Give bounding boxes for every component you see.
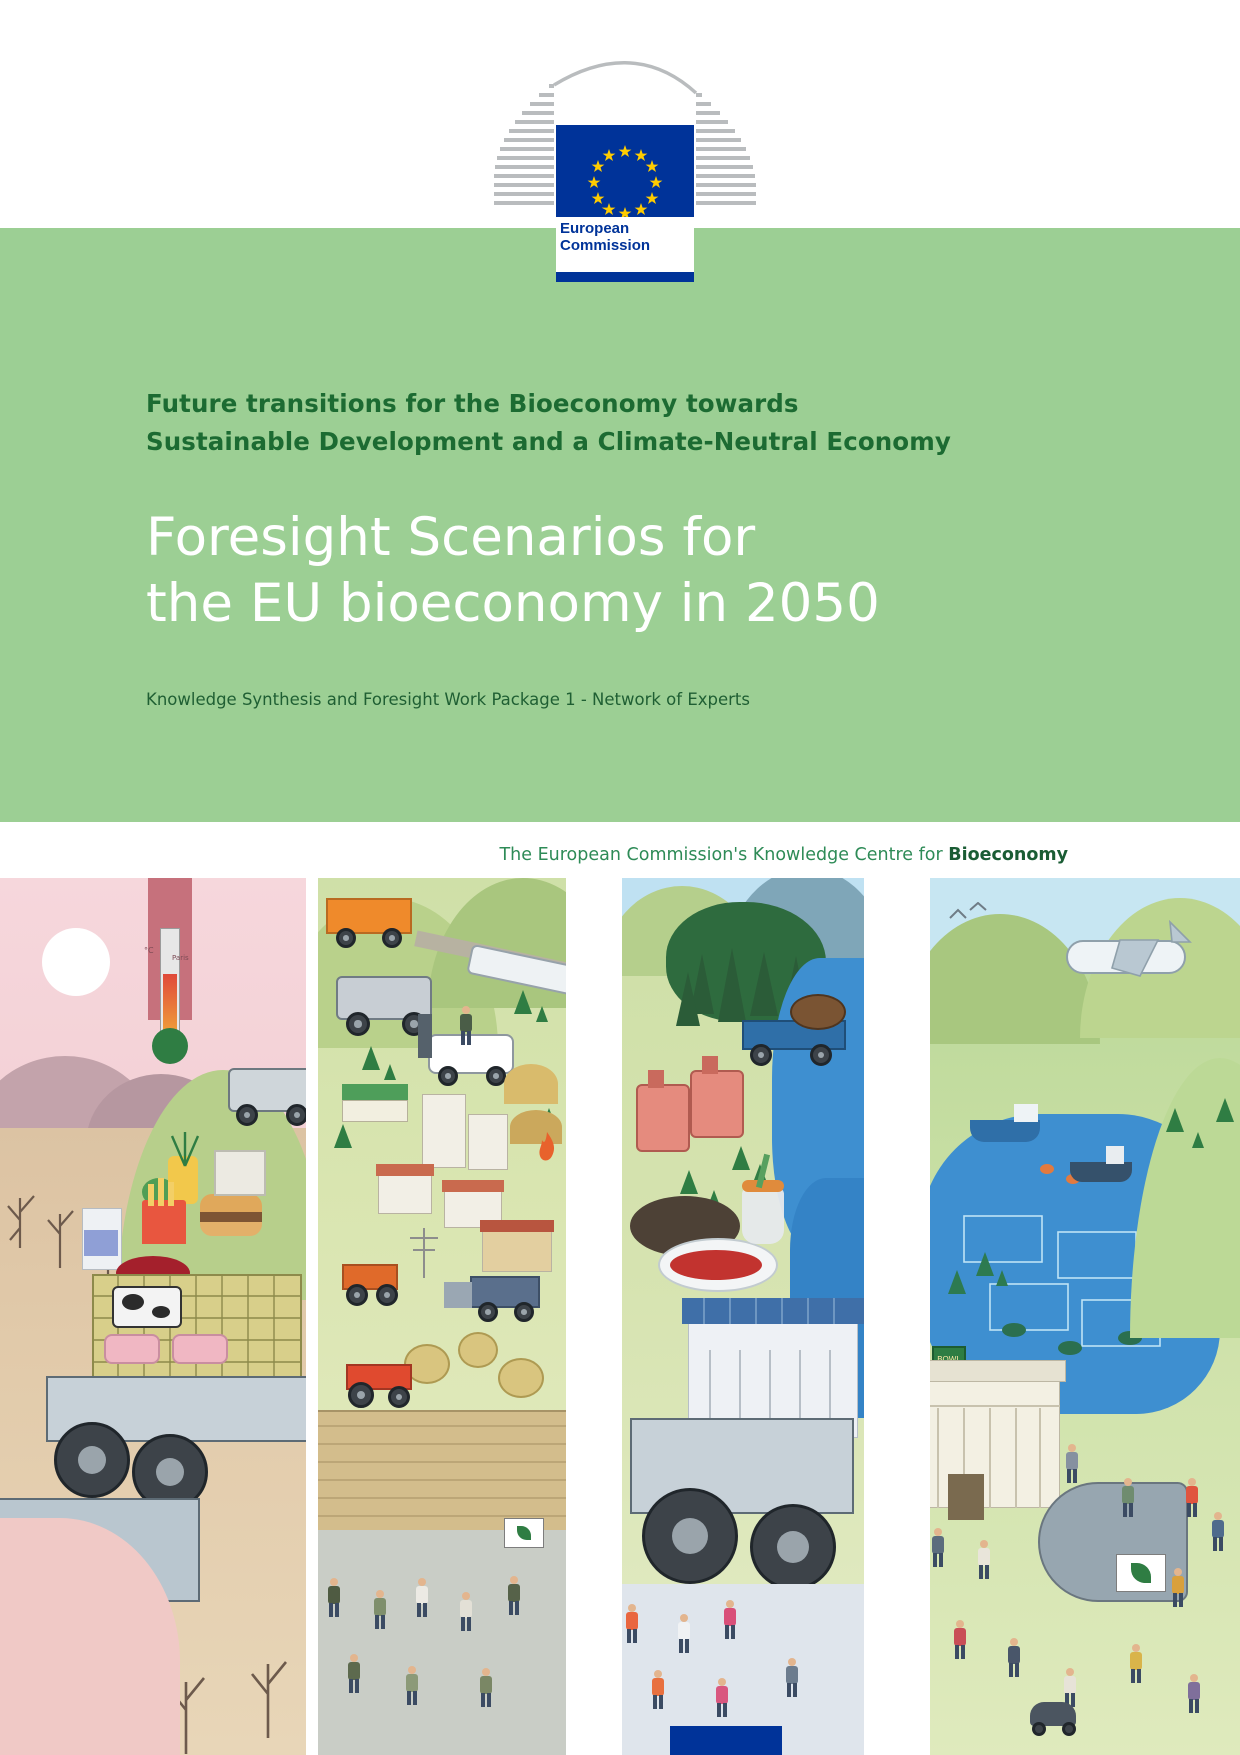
european-commission-logo [490, 55, 810, 275]
scenario-panel-blue-bioeconomy [930, 878, 1240, 1755]
thermometer-paris-label: Paris [172, 954, 189, 962]
biomass-pile [504, 1064, 558, 1104]
fishing-boat-icon [1070, 1162, 1132, 1182]
biofuel-canister-icon [690, 1070, 744, 1138]
cover-illustration [0, 878, 1240, 1755]
cow-icon [112, 1286, 182, 1328]
biofuel-canister-icon [636, 1084, 690, 1152]
cargo-boat-icon [970, 1120, 1040, 1142]
page-title-line2: the EU bioeconomy in 2050 [146, 573, 880, 634]
buoy [1040, 1164, 1054, 1174]
birds-icon [946, 902, 996, 932]
sun-icon [42, 928, 110, 996]
power-pole-icon [404, 1224, 444, 1278]
charging-station-icon [418, 1014, 432, 1058]
green-leaf-placard [504, 1518, 544, 1548]
thermometer-degree-label: °C [144, 946, 154, 955]
burger-icon [200, 1194, 262, 1212]
hay-bale [458, 1332, 498, 1368]
knowledge-centre-line [499, 845, 1068, 865]
pig-icon [172, 1334, 228, 1364]
logo-underline [556, 272, 694, 282]
scenario-panel-do-nothing [0, 878, 306, 1755]
truck-wheel [750, 1504, 836, 1590]
blue-block [670, 1726, 782, 1755]
work-package-line: Knowledge Synthesis and Foresight Work Package 1 - Network of Experts [146, 690, 750, 709]
knowledge-centre-prefix: The European Commission's Knowledge Centre for [499, 845, 949, 865]
fire-icon [532, 1130, 562, 1164]
truck-wheel [54, 1422, 130, 1498]
hay-bale [498, 1358, 544, 1398]
knowledge-centre-topic: Bioeconomy [948, 845, 1068, 865]
market-stall-awning [342, 1084, 408, 1100]
cover-eyebrow-line1: Future transitions for the Bioeconomy towards [146, 389, 799, 418]
page-title-line1: Foresight Scenarios for [146, 507, 756, 568]
pig-icon [104, 1334, 160, 1364]
eggs-icon [214, 1150, 266, 1196]
fries-icon [142, 1200, 186, 1244]
document-header [0, 0, 1240, 254]
eu-flag-icon [556, 125, 694, 217]
publisher-name-line2: Commission [560, 237, 651, 254]
cover-eyebrow-line2: Sustainable Development and a Climate-Neutral Economy [146, 427, 951, 456]
green-leaf-placard [1116, 1554, 1166, 1592]
smoothie-cup-icon [742, 1188, 784, 1244]
page-title [146, 505, 1126, 637]
scenario-panel-circular-bioeconomy [622, 878, 864, 1755]
building-door [948, 1474, 984, 1520]
scenario-panel-local-self-sufficiency [318, 878, 566, 1755]
publisher-name [556, 217, 694, 272]
orange-truck-icon [326, 898, 412, 934]
cover-eyebrow [146, 385, 1046, 461]
publisher-name-line1: European [560, 220, 630, 237]
truck-wheel [642, 1488, 738, 1584]
